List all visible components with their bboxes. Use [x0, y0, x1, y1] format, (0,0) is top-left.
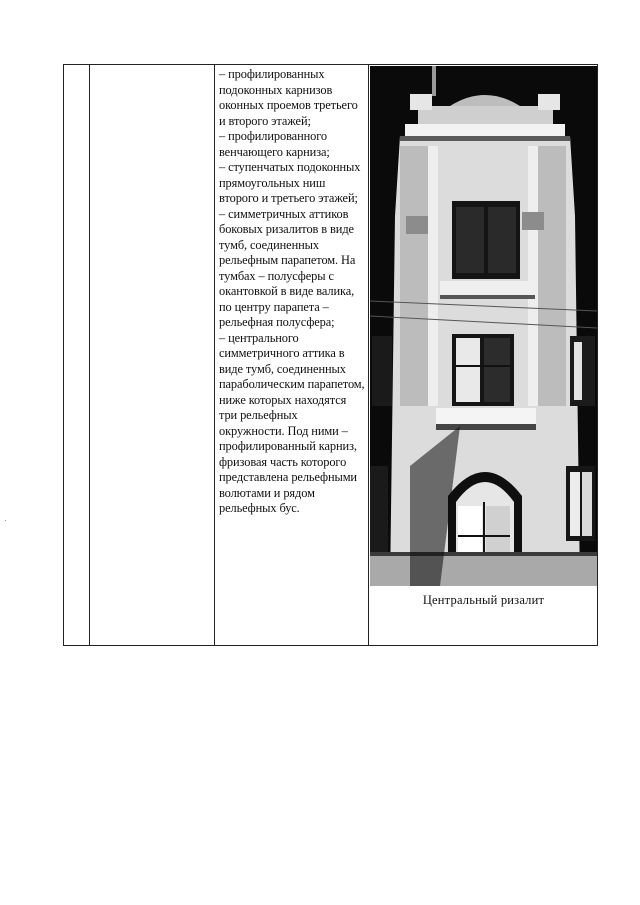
- list-item: – симметричных аттиков боковых ризалитов в виде тумб, соединенных рельефным парапетом. На тумбах – полусферы с окантовкой в виде валика, по центру парапета – рельефная полусфера;: [219, 206, 356, 329]
- list-item: – центрального симметричного аттика в виде тумб, соединенных параболическим парапетом, ниже которых находятся три рельефных окружности. Под ними – профилированный карниз, фризовая часть которого представлена рельефными волютами и рядом рельефных бус.: [219, 330, 365, 515]
- list-item: – ступенчатых подоконных прямоугольных ниш второго и третьего этажей;: [219, 160, 361, 205]
- scan-dot: [5, 520, 6, 521]
- facade-photo-drawing: [370, 66, 597, 586]
- description-cell: [219, 67, 366, 517]
- facade-photo: [370, 66, 597, 586]
- photo-caption: Центральный ризалит: [422, 593, 545, 607]
- column-divider-3: [368, 65, 369, 645]
- list-item: – профилированного венчающего карниза;: [219, 129, 330, 159]
- column-divider-1: [89, 65, 90, 645]
- document-table: [63, 64, 598, 646]
- column-divider-2: [214, 65, 215, 645]
- list-item: – профилированных подоконных карнизов оконных проемов третьего и второго этажей;: [219, 67, 358, 128]
